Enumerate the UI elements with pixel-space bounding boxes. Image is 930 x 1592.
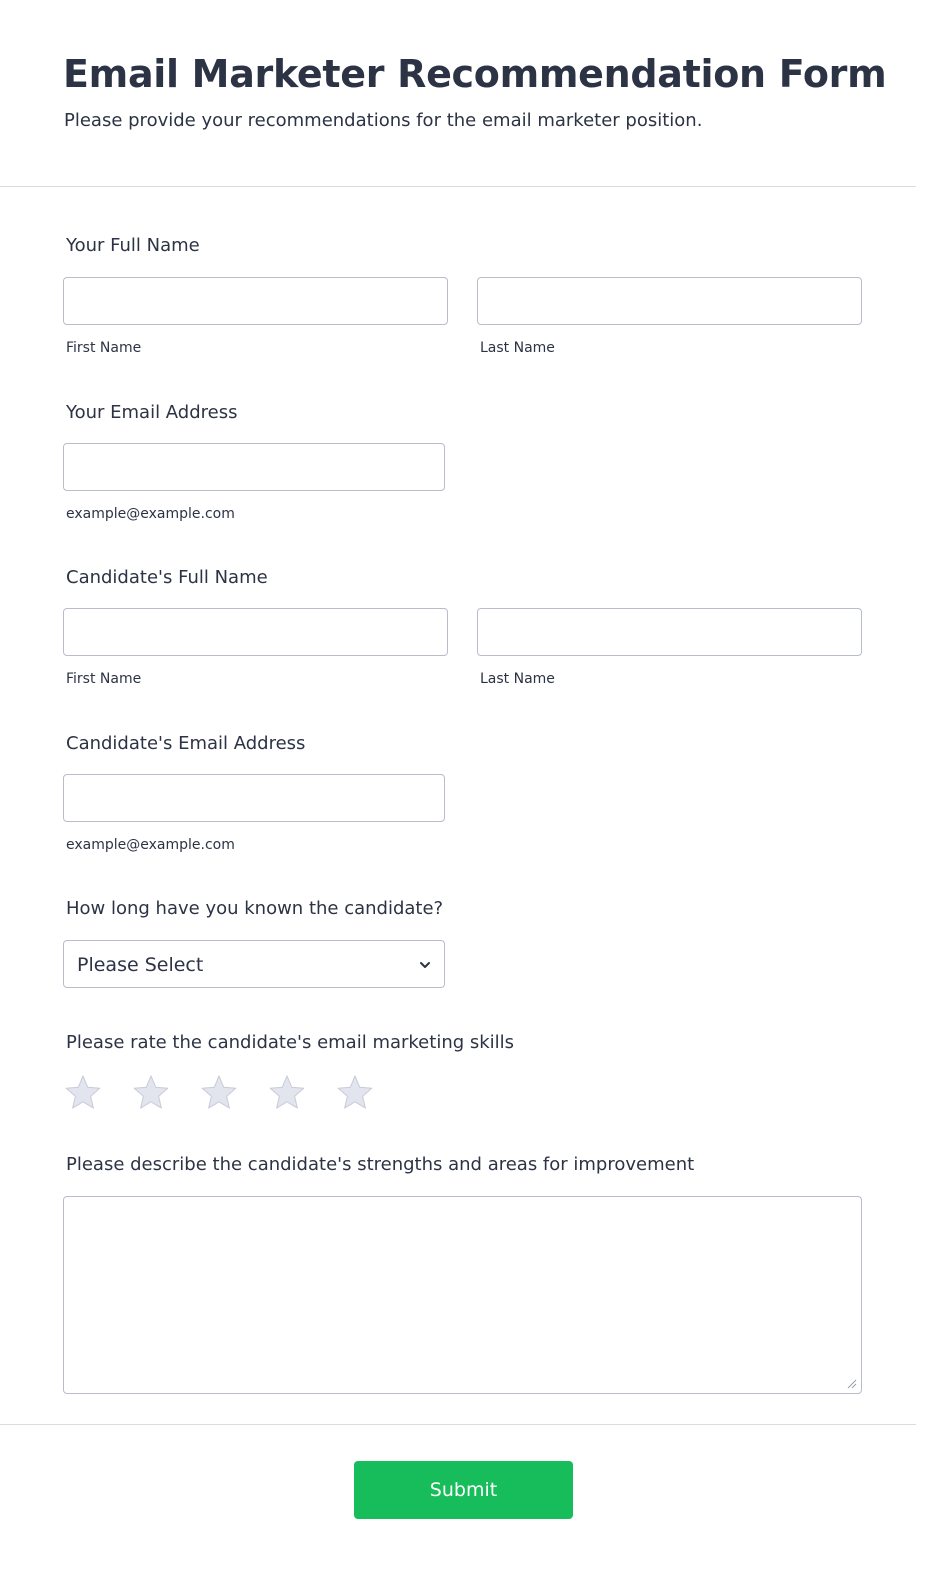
star-rating xyxy=(63,1073,393,1113)
candidate-last-name-input[interactable] xyxy=(477,608,862,656)
your-email-sublabel: example@example.com xyxy=(66,506,235,522)
candidate-first-name-input[interactable] xyxy=(63,608,448,656)
your-last-name-sublabel: Last Name xyxy=(480,340,555,356)
known-duration-select[interactable] xyxy=(63,940,445,988)
form-subtitle: Please provide your recommendations for the email marketer position. xyxy=(64,110,703,131)
candidate-first-name-sublabel: First Name xyxy=(66,671,142,687)
star-icon[interactable] xyxy=(63,1073,103,1113)
candidate-email-input[interactable] xyxy=(63,774,445,822)
star-icon[interactable] xyxy=(335,1073,375,1113)
known-duration-selected-value: Please Select xyxy=(77,954,204,976)
form-footer-divider xyxy=(0,1424,916,1425)
your-last-name-input[interactable] xyxy=(477,277,862,325)
strengths-textarea[interactable] xyxy=(63,1196,862,1394)
candidate-last-name-sublabel: Last Name xyxy=(480,671,555,687)
your-email-label: Your Email Address xyxy=(66,402,238,423)
star-icon[interactable] xyxy=(199,1073,239,1113)
chevron-down-icon xyxy=(418,958,432,972)
known-duration-label: How long have you known the candidate? xyxy=(66,898,444,919)
your-full-name-label: Your Full Name xyxy=(66,235,200,256)
rating-label: Please rate the candidate's email marketing skills xyxy=(66,1032,515,1053)
your-email-input[interactable] xyxy=(63,443,445,491)
candidate-full-name-label: Candidate's Full Name xyxy=(66,567,268,588)
strengths-label: Please describe the candidate's strengths and areas for improvement xyxy=(66,1154,695,1175)
candidate-email-label: Candidate's Email Address xyxy=(66,733,306,754)
star-icon[interactable] xyxy=(131,1073,171,1113)
form-title: Email Marketer Recommendation Form xyxy=(63,52,887,96)
form-header xyxy=(0,0,916,187)
your-first-name-input[interactable] xyxy=(63,277,448,325)
your-first-name-sublabel: First Name xyxy=(66,340,142,356)
star-icon[interactable] xyxy=(267,1073,307,1113)
submit-button[interactable]: Submit xyxy=(354,1461,573,1519)
candidate-email-sublabel: example@example.com xyxy=(66,837,235,853)
